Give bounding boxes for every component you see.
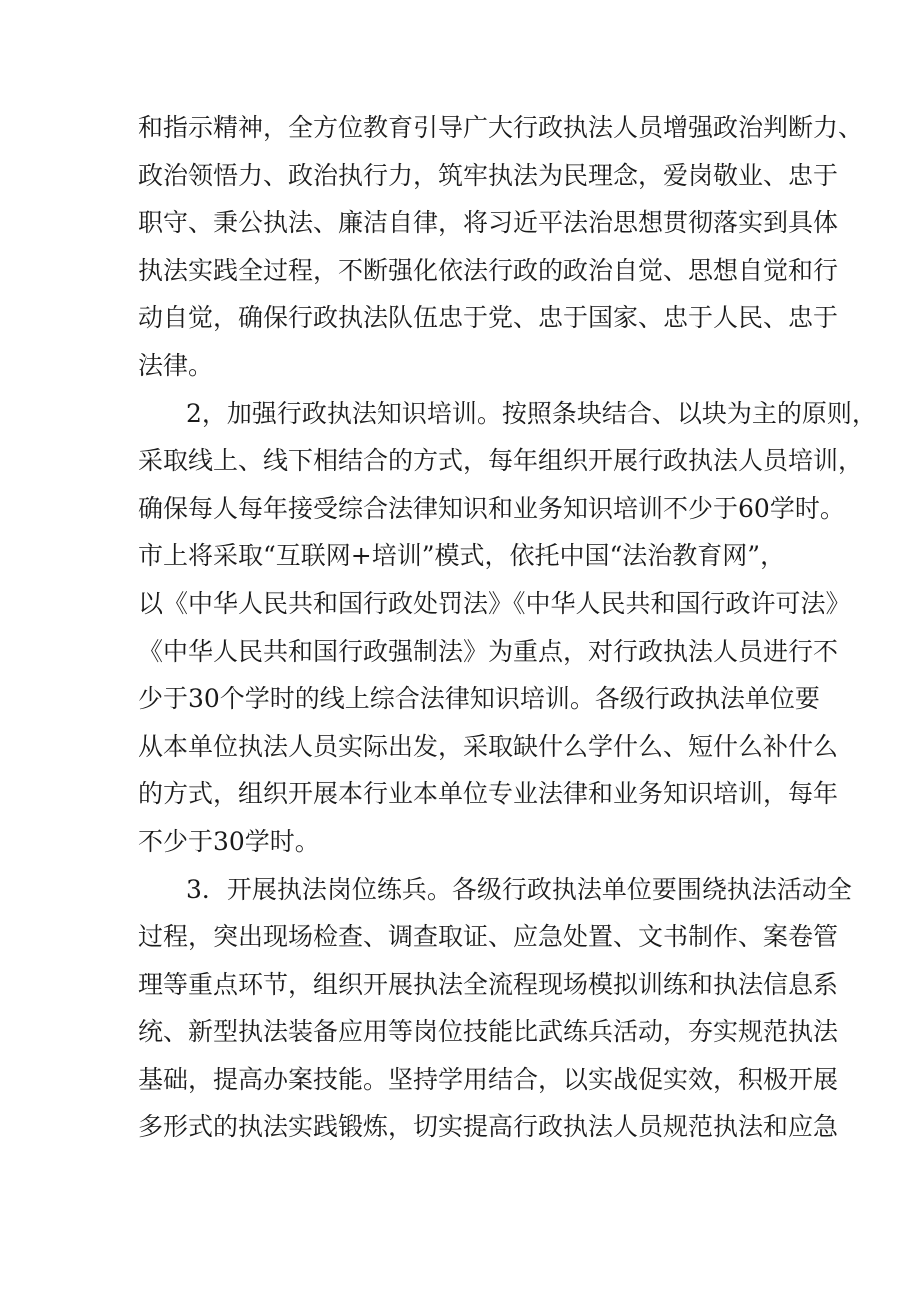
text-line: 少于30个学时的线上综合法律知识培训。各级行政执法单位要 bbox=[138, 684, 820, 714]
paragraph-2-first-line: 2，加强行政执法知识培训。按照条块结合、以块为主的原则， bbox=[186, 398, 877, 428]
text-line: 执法实践全过程，不断强化依法行政的政治自觉、思想自觉和行 bbox=[138, 255, 839, 285]
text-line: 政治领悟力、政治执行力，筑牢执法为民理念，爱岗敬业、忠于 bbox=[138, 160, 839, 190]
text-line: 确保每人每年接受综合法律知识和业务知识培训不少于60学时。 bbox=[138, 493, 845, 523]
paragraph-3-first-line: 3．开展执法岗位练兵。各级行政执法单位要围绕执法活动全 bbox=[186, 874, 852, 904]
text-line: 以《中华人民共和国行政处罚法》《中华人民共和国行政许可法》 bbox=[138, 588, 851, 618]
text-line: 不少于30学时。 bbox=[138, 826, 320, 856]
text-line: 统、新型执法装备应用等岗位技能比武练兵活动，夯实规范执法 bbox=[138, 1017, 839, 1047]
text-line: 的方式，组织开展本行业本单位专业法律和业务知识培训，每年 bbox=[138, 779, 839, 809]
text-line: 基础，提高办案技能。坚持学用结合，以实战促实效，积极开展 bbox=[138, 1064, 839, 1094]
text-line: 和指示精神，全方位教育引导广大行政执法人员增强政治判断力、 bbox=[138, 113, 864, 142]
text-line: 职守、秉公执法、廉洁自律，将习近平法治思想贯彻落实到具体 bbox=[138, 208, 839, 238]
text-line: 理等重点环节，组织开展执法全流程现场模拟训练和执法信息系 bbox=[138, 969, 839, 999]
text-line: 多形式的执法实践锻炼，切实提高行政执法人员规范执法和应急 bbox=[138, 1112, 839, 1142]
text-line: 从本单位执法人员实际出发，采取缺什么学什么、短什么补什么 bbox=[138, 731, 839, 761]
text-line: 法律。 bbox=[138, 350, 214, 380]
text-line: 采取线上、线下相结合的方式，每年组织开展行政执法人员培训， bbox=[138, 446, 864, 476]
text-line: 市上将采取“互联网+培训”模式，依托中国“法治教育网”， bbox=[138, 541, 786, 571]
body-text bbox=[138, 104, 877, 1151]
text-line: 过程，突出现场检查、调查取证、应急处置、文书制作、案卷管 bbox=[138, 922, 839, 952]
text-line: 《中华人民共和国行政强制法》为重点，对行政执法人员进行不 bbox=[138, 636, 839, 666]
text-line: 动自觉，确保行政执法队伍忠于党、忠于国家、忠于人民、忠于 bbox=[138, 303, 839, 333]
